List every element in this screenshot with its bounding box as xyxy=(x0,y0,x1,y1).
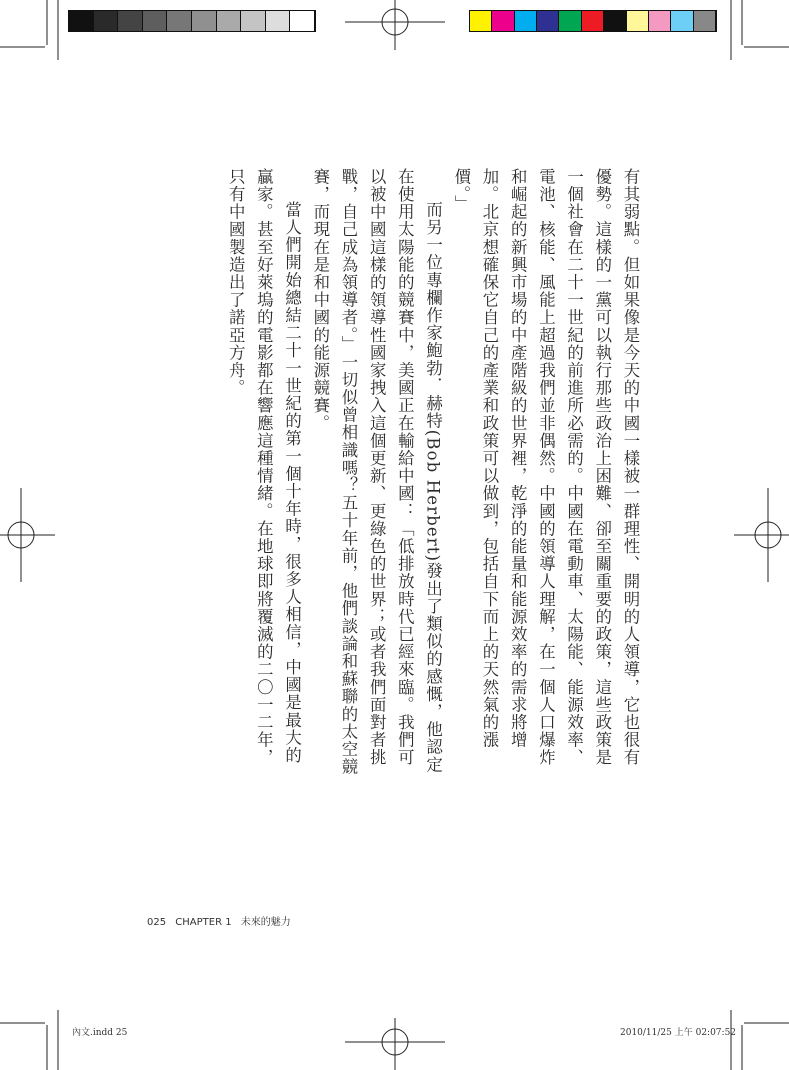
color-bar xyxy=(469,10,717,32)
gray-swatch-8 xyxy=(241,11,266,31)
registration-mark-bottom xyxy=(345,1018,445,1070)
color-swatch-8 xyxy=(627,11,649,31)
color-swatch-6 xyxy=(582,11,604,31)
color-swatch-3 xyxy=(515,11,537,31)
color-swatch-1 xyxy=(470,11,492,31)
paragraph-2: 而另一位專欄作家鮑勃．赫特(Bob Herbert)發出了類似的感慨，他認定在使用太陽能的競賽中，美國正在輸給中國：「低排放時代已經來臨。我們可以被中國這樣的領導性國家拽入這個更新、更綠色的世界；或者我們面對者挑戰，自己成為領導者。」一切似曾相識嗎？五十年前，他們談論和蘇聯的太空競賽，而現在是和中國的能源競賽。 xyxy=(310,168,443,776)
color-swatch-10 xyxy=(671,11,693,31)
gray-swatch-1 xyxy=(69,11,94,31)
registration-mark-top xyxy=(345,0,445,50)
chapter-title: 未來的魅力 xyxy=(240,917,291,928)
gray-swatch-7 xyxy=(217,11,242,31)
paragraph-1: 有其弱點。但如果像是今天的中國一樣被一群理性、開明的人領導，它也很有優勢。這樣的一黨可以執行那些政治上困難、卻至關重要的政策，這些政策是一個社會在二十一世紀的前進所必需的。中國在電動車、太陽能、能源效率、電池、核能、風能上超過我們並非偶然。中國的領導人理解，在一個人口爆炸和崛起的新興市場的中產階級的世界裡，乾淨的能量和能源效率的需求將增加。北京想確保它自己的產業和政策可以做到，包括自下而上的天然氣的漲價。」 xyxy=(451,168,640,767)
page-footer xyxy=(147,913,297,928)
body-text xyxy=(226,168,644,778)
gray-swatch-5 xyxy=(167,11,192,31)
registration-mark-left xyxy=(0,488,55,582)
gray-swatch-4 xyxy=(143,11,168,31)
color-swatch-9 xyxy=(649,11,671,31)
color-swatch-2 xyxy=(492,11,514,31)
chapter-label: CHAPTER 1 xyxy=(175,917,232,928)
color-swatch-11 xyxy=(694,11,716,31)
gray-swatch-6 xyxy=(192,11,217,31)
gray-swatch-2 xyxy=(94,11,119,31)
gray-swatch-9 xyxy=(266,11,291,31)
paragraph-3: 當人們開始總結二十一世紀的第一個十年時，很多人相信，中國是最大的贏家。甚至好萊塢的電影都在響應這種情緒。在地球即將覆滅的二〇一二年，只有中國製造出了諾亞方舟。 xyxy=(226,168,302,767)
slug-timestamp: 2010/11/25 上午 02:07:52 xyxy=(620,1028,737,1038)
page-number: 025 xyxy=(147,917,167,928)
registration-mark-right xyxy=(734,488,789,582)
color-swatch-4 xyxy=(537,11,559,31)
slug-filename: 內文.indd 25 xyxy=(72,1028,128,1038)
color-swatch-7 xyxy=(604,11,626,31)
gray-swatch-3 xyxy=(118,11,143,31)
gray-swatch-10 xyxy=(290,11,315,31)
color-swatch-5 xyxy=(559,11,581,31)
gray-step-bar xyxy=(68,10,316,32)
